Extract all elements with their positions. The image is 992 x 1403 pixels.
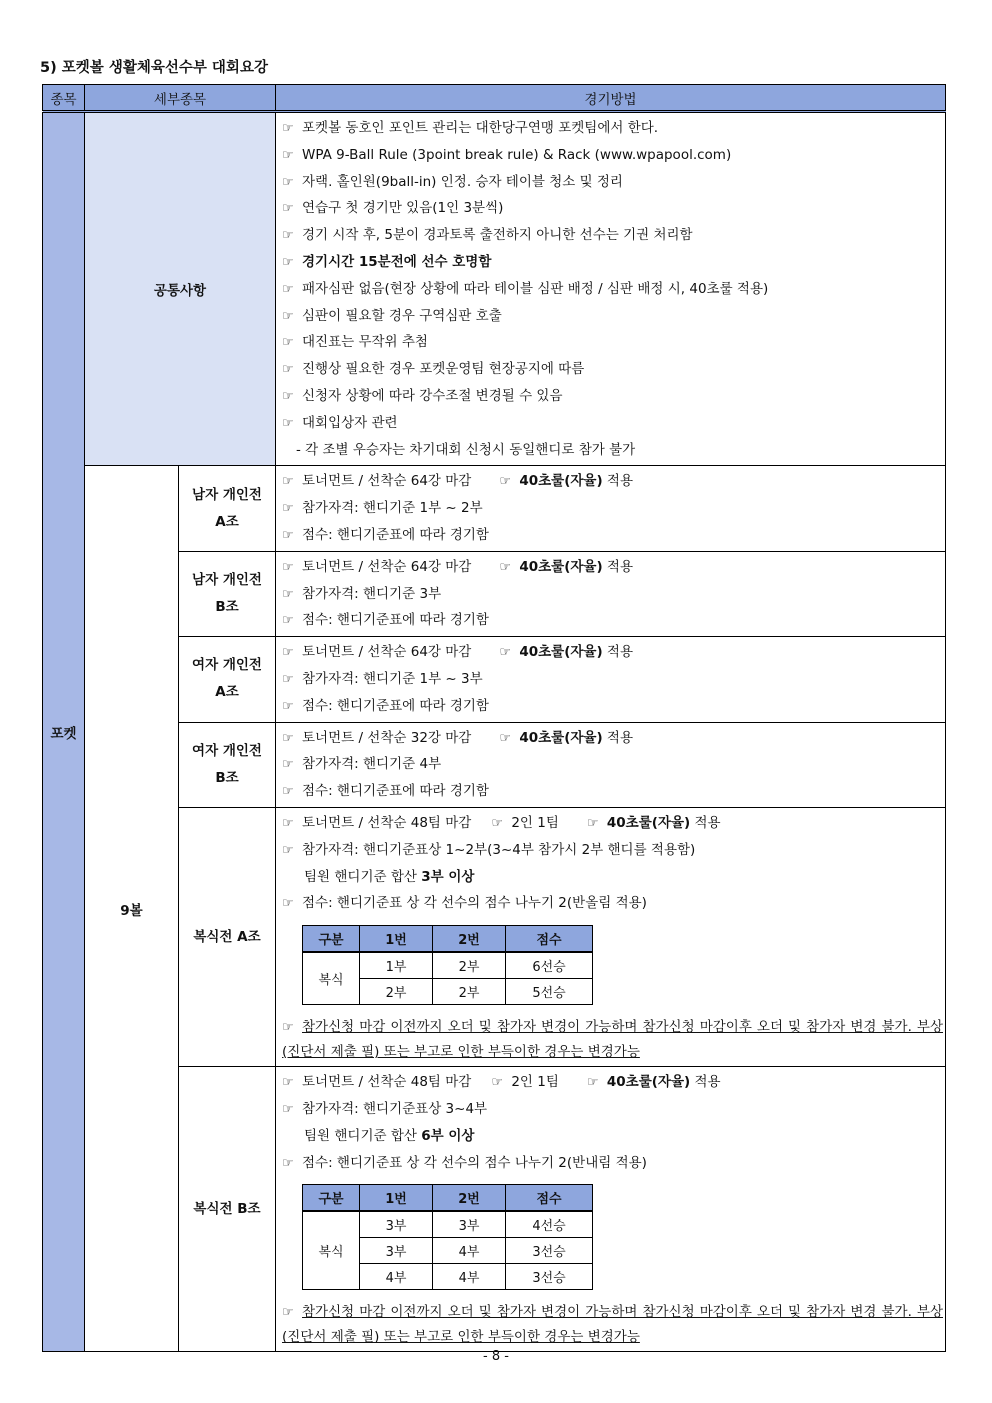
doubles-b-row <box>43 1067 946 1352</box>
pointing-hand-icon: ☞ <box>282 308 294 324</box>
pointing-hand-icon: ☞ <box>282 1101 294 1117</box>
singles-row <box>43 466 946 551</box>
common-label: 공통사항 <box>85 112 276 466</box>
pointing-hand-icon: ☞ <box>499 559 511 575</box>
pointing-hand-icon: ☞ <box>282 501 294 517</box>
section-title: 5) 포켓볼 생활체육선수부 대회요강 <box>40 60 268 76</box>
doubles-a-row <box>43 807 946 1066</box>
singles-method: ☞ 토너먼트 / 선착순 32강 마감 ☞ 40초룰(자율) 적용 ☞ 참가자격: 핸디기준 4부 ☞ 점수: 핸디기준표에 따라 경기함 <box>276 722 946 807</box>
change-note: ☞ 참가신청 마감 이전까지 오더 및 참가자 변경이 가능하며 참가신청 마감이후 오더 및 참가자 변경 불가. 부상(진단서 제출 필) 또는 부고로 인한 부득이한 경우는 변경가능 <box>282 1015 945 1064</box>
sub-event-cell: 복식전 A조 <box>179 807 276 1066</box>
pointing-hand-icon: ☞ <box>282 645 294 661</box>
pointing-hand-icon: ☞ <box>282 896 294 912</box>
doubles-b-method: ☞ 토너먼트 / 선착순 48팀 마감 ☞ 2인 1팀 ☞ 40초룰(자율) 적용 ☞ 참가자격: 핸디기준표상 3~4부 팀원 핸디기준 합산 6부 이상 ☞ 점수: 핸디기준표 상 각 선수의 점수 나누기 2(반내림 적용) 구분 1번 2번 점수 복식 3부 3부 4선승 3부 4부 3선승 4부 4부 3선승 ☞ 참가신청 마감 이전까지 오더 및 참가자 변경이 가능하며 참가신청 마감이후 오더 및 참가자 변경 불가. 부상(진단서 제출 필) 또는 부고로 인한 부득이한 경우는 변경가능 <box>276 1067 946 1352</box>
pointing-hand-icon: ☞ <box>282 362 294 378</box>
sub-event-cell: 복식전 B조 <box>179 1067 276 1352</box>
pointing-hand-icon: ☞ <box>282 201 294 217</box>
pointing-hand-icon: ☞ <box>282 335 294 351</box>
pointing-hand-icon: ☞ <box>282 147 294 163</box>
pointing-hand-icon: ☞ <box>586 1075 599 1091</box>
pointing-hand-icon: ☞ <box>499 730 511 746</box>
pointing-hand-icon: ☞ <box>282 586 294 602</box>
handicap-table-b: 구분 1번 2번 점수 복식 3부 3부 4선승 3부 4부 3선승 4부 4부 3선승 <box>302 1184 593 1290</box>
list-item: ☞ 대회입상자 관련 <box>282 410 945 437</box>
pointing-hand-icon: ☞ <box>282 388 294 404</box>
pointing-hand-icon: ☞ <box>282 671 294 687</box>
list-item: ☞ WPA 9-Ball Rule (3point break rule) & Rack (www.wpapool.com) <box>282 142 945 169</box>
pointing-hand-icon: ☞ <box>282 415 294 431</box>
pointing-hand-icon: ☞ <box>282 254 294 270</box>
pointing-hand-icon: ☞ <box>499 645 511 661</box>
list-item: ☞ 자랙. 홀인원(9ball-in) 인정. 승자 테이블 청소 및 정리 <box>282 169 945 196</box>
sub-event-cell: 여자 개인전 A조 <box>179 637 276 722</box>
list-sub-item: - 각 조별 우승자는 차기대회 신청시 동일핸디로 참가 불가 <box>296 441 636 458</box>
pointing-hand-icon: ☞ <box>491 815 503 831</box>
sub-event-cell: 남자 개인전 A조 <box>179 466 276 551</box>
common-row <box>43 112 946 466</box>
table-header-row <box>43 85 946 112</box>
singles-row <box>43 637 946 722</box>
pointing-hand-icon: ☞ <box>282 613 294 629</box>
list-item: ☞ 심판이 필요할 경우 구역심판 호출 <box>282 303 945 330</box>
pointing-hand-icon: ☞ <box>282 757 294 773</box>
pointing-hand-icon: ☞ <box>282 1020 294 1036</box>
list-item: ☞ 포켓볼 동호인 포인트 관리는 대한당구연맹 포켓팀에서 한다. <box>282 115 945 142</box>
list-item: ☞ 진행상 필요한 경우 포켓운영팀 현장공지에 따름 <box>282 356 945 383</box>
pointing-hand-icon: ☞ <box>282 559 294 575</box>
singles-row <box>43 722 946 807</box>
singles-method: ☞ 토너먼트 / 선착순 64강 마감 ☞ 40초룰(자율) 적용 ☞ 참가자격: 핸디기준 3부 ☞ 점수: 핸디기준표에 따라 경기함 <box>276 551 946 636</box>
doubles-a-method: ☞ 토너먼트 / 선착순 48팀 마감 ☞ 2인 1팀 ☞ 40초룰(자율) 적용 ☞ 참가자격: 핸디기준표상 1~2부(3~4부 참가시 2부 핸디를 적용함) 팀원 핸디기준 합산 3부 이상 ☞ 점수: 핸디기준표 상 각 선수의 점수 나누기 2(반올림 적용) 구분 1번 2번 점수 복식 1부 2부 6선승 2부 2부 5선승 ☞ 참가신청 마감 이전까지 오더 및 참가자 변경이 가능하며 참가신청 마감이후 오더 및 참가자 변경 불가. 부상(진단서 제출 필) 또는 부고로 인한 부득이한 경우는 변경가능 <box>276 807 946 1066</box>
pointing-hand-icon: ☞ <box>499 474 511 490</box>
header-sub-event: 세부종목 <box>85 85 276 112</box>
pointing-hand-icon: ☞ <box>282 281 294 297</box>
pointing-hand-icon: ☞ <box>282 1075 294 1091</box>
pointing-hand-icon: ☞ <box>282 730 294 746</box>
pointing-hand-icon: ☞ <box>282 784 294 800</box>
list-item: ☞ 패자심판 없음(현장 상황에 따라 테이블 심판 배정 / 심판 배정 시, 40초룰 적용) <box>282 276 945 303</box>
sub-event-cell: 여자 개인전 B조 <box>179 722 276 807</box>
pointing-hand-icon: ☞ <box>282 842 294 858</box>
pointing-hand-icon: ☞ <box>282 698 294 714</box>
singles-row <box>43 551 946 636</box>
list-item: ☞ 경기시간 15분전에 선수 호명함 <box>282 249 945 276</box>
change-note: ☞ 참가신청 마감 이전까지 오더 및 참가자 변경이 가능하며 참가신청 마감이후 오더 및 참가자 변경 불가. 부상(진단서 제출 필) 또는 부고로 인한 부득이한 경우는 변경가능 <box>282 1300 945 1349</box>
common-method <box>276 112 946 466</box>
singles-method: ☞ 토너먼트 / 선착순 64강 마감 ☞ 40초룰(자율) 적용 ☞ 참가자격: 핸디기준 1부 ~ 2부 ☞ 점수: 핸디기준표에 따라 경기함 <box>276 466 946 551</box>
list-item: ☞ 신청자 상황에 따라 강수조절 변경될 수 있음 <box>282 383 945 410</box>
pointing-hand-icon: ☞ <box>282 121 294 136</box>
pointing-hand-icon: ☞ <box>282 1305 294 1321</box>
tournament-table <box>42 84 946 1352</box>
nine-ball-cell: 9볼 <box>85 466 179 1352</box>
list-item: ☞ 경기 시작 후, 5분이 경과토록 출전하지 아니한 선수는 기권 처리함 <box>282 222 945 249</box>
pointing-hand-icon: ☞ <box>282 474 294 490</box>
pointing-hand-icon: ☞ <box>282 527 294 543</box>
sub-event-cell: 남자 개인전 B조 <box>179 551 276 636</box>
pointing-hand-icon: ☞ <box>586 815 599 831</box>
singles-method: ☞ 토너먼트 / 선착순 64강 마감 ☞ 40초룰(자율) 적용 ☞ 참가자격: 핸디기준 1부 ~ 3부 ☞ 점수: 핸디기준표에 따라 경기함 <box>276 637 946 722</box>
header-event: 종목 <box>43 85 85 112</box>
list-item: ☞ 연습구 첫 경기만 있음(1인 3분씩) <box>282 195 945 222</box>
header-method: 경기방법 <box>276 85 946 112</box>
pointing-hand-icon: ☞ <box>491 1075 503 1091</box>
pointing-hand-icon: ☞ <box>282 228 294 244</box>
handicap-table-a: 구분 1번 2번 점수 복식 1부 2부 6선승 2부 2부 5선승 <box>302 925 593 1005</box>
page-number: - 8 - <box>483 1349 509 1364</box>
pointing-hand-icon: ☞ <box>282 174 294 190</box>
event-cell: 포켓 <box>43 112 85 1352</box>
pointing-hand-icon: ☞ <box>282 1155 294 1171</box>
list-item: ☞ 대진표는 무작위 추첨 <box>282 329 945 356</box>
pointing-hand-icon: ☞ <box>282 815 294 831</box>
